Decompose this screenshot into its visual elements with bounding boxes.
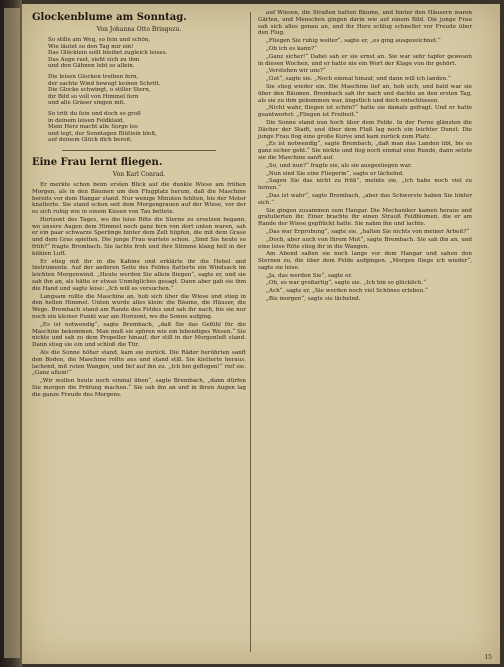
continuation-paragraph: auf Wiesen, die Straßen hatten Bäume, und hinter den Häusern waren Gärten, und Menschen gingen darin wie auf einem Bild. Die junge Frau sah sich alles genau an, und ihr Herz schlug schneller vor Freude über den Flug.: [258, 10, 472, 37]
continuation-paragraph: „Das ist wahr“, sagte Brembach, „aber das Schwerste haben Sie hinter sich.“: [258, 192, 472, 206]
poem-author: Von Johanna Otto Bringezu.: [96, 26, 182, 33]
poem-line: Das Glöcklein sollt bleibet zugleich leises.: [48, 50, 168, 57]
story-title: Eine Frau lernt fliegen.: [32, 156, 163, 168]
poem-line: So stille am Weg, so fein und schön,: [48, 37, 151, 43]
poem-line: Wie läutet so den Tag mir ein!: [48, 43, 134, 50]
page-number: 15: [484, 654, 492, 661]
story-paragraph: Er merkte schon beim ersten Blick auf die dunkle Wiese am frühen Morgen, als in den Bäumen um den Flugplatz herum, daß die Maschine bereits vor dem Hangar stand. Nur wenige Minuten fehlten, bis der Motor knatterte. Sie stand schon seit dem Morgengrauen auf der Wiese, vor der es sich ruhig wie in einem Kissen von Tau bettete.: [32, 181, 246, 216]
right-column: [258, 10, 472, 304]
poem-line: Die leisen Glocken treiben fern,: [48, 73, 139, 80]
story-paragraph: Er stieg mit ihr in die Kabine und erklärte ihr die Hebel und Instrumente. Auf der anderen Seite des Feldes flatterte ein Windsack im leichten Morgenwind. „Heute werden Sie allein fliegen“, sagte er, und sie sah ihn an, als hätte er etwas Unmögliches gesagt. Dann aber gab sie ihm die Hand und sagte leise: „Ich will es versuchen.“: [32, 258, 246, 292]
continuation-paragraph: „Nun sind Sie eine Fliegerin“, sagte er lächelnd.: [266, 170, 404, 177]
poem-line: und den Gähnen lebt so allein.: [48, 63, 135, 70]
story-paragraph: Als die Sonne höher stand, kam sie zurück. Die Räder berührten sanft den Boden, die Maschine rollte aus und stand still. Sie kletterte heraus, lachend, mit roten Wangen, und lief auf ihn zu. „Ich bin geflogen!“ rief sie. „Ganz allein!“: [32, 350, 246, 377]
continuation-paragraph: „Ach“, sagte er, „Sie werden noch viel Schönes erleben.“: [266, 288, 428, 295]
continuation-paragraph: „Sagen Sie das nicht zu früh“, meinte sie, „ich habe noch viel zu lernen.“: [258, 178, 472, 192]
poem-line: Das Auge rast, sieht sich zu ihm: [48, 56, 140, 63]
column-rule: [250, 12, 251, 652]
poem-line: Mein Herz macht alle Sorge los: [48, 124, 138, 131]
poem-line: und alle Gräser singen mit.: [48, 100, 126, 107]
continuation-paragraph: „Nicht wahr, fliegen ist schön?“ hatte sie damals gefragt. Und er hatte geantwortet: „Fliegen ist Freiheit.“: [258, 105, 472, 119]
continuation-paragraph: Sie gingen zusammen zum Hangar. Die Mechaniker kamen heraus und gratulierten ihr. Einer brachte ihr einen Strauß Feldblumen, die er am Rande der Wiese gepflückt hatte. Sie nahm ihn und lachte.: [258, 207, 472, 228]
poem-title: Glockenblume am Sonntag.: [32, 12, 187, 23]
story-continuation: [258, 10, 472, 303]
poem-line: der sachte Wind bewegt keinen Schritt.: [48, 80, 161, 87]
poem-line: in deinem leisen Feldklaid,: [48, 117, 125, 124]
continuation-paragraph: Am Abend saßen sie noch lange vor dem Hangar und sahen den Sternen zu, die über dem Felde aufgingen. „Morgen fliege ich wieder“, sagte sie leise.: [258, 251, 472, 271]
continuation-paragraph: „Das war Erprobung“, sagte sie, „halten Sie nichts von meiner Arbeit?“: [266, 228, 470, 235]
binding-gutter: [0, 0, 22, 667]
poem-line: und legt, der Sonntagen Blütlein bloß,: [48, 130, 157, 137]
poem-line: Die Glocke schwingt, o stiller Stern,: [48, 87, 151, 94]
poem-body: [32, 37, 246, 144]
continuation-paragraph: „Fliegen Sie ruhig weiter“, sagte er, „es ging ausgezeichnet.“: [266, 38, 441, 45]
continuation-paragraph: „Bis morgen“, sagte sie lächelnd.: [266, 296, 361, 303]
story-paragraph: „Es ist notwendig“, sagte Brembach, „daß Sie das Gefühl für die Maschine bekommen. Man muß sie spüren wie ein lebendiges Wesen.“ Sie nickte und sah zu dem Propeller hinauf, der still in der Morgenluft stand. Dann stieg sie ein und schloß die Tür.: [32, 321, 246, 349]
story-paragraph: „Wir wollen heute noch einmal üben“, sagte Brembach, „dann dürfen Sie morgen die Prüfung machen.“ Sie sah ihn an und in ihren Augen lag die ganze Freude des Morgens.: [32, 378, 246, 398]
continuation-paragraph: „So, und nun?“ fragte sie, als sie ausgestiegen war.: [266, 162, 412, 169]
story-body: [32, 182, 246, 399]
poem-line: So tritt du fein und doch so groß: [48, 110, 141, 117]
poem-line: ihr Bild so voll von Himmel fern: [48, 93, 139, 100]
continuation-paragraph: Die Sonne stand nun hoch über dem Felde. In der Ferne glänzten die Dächer der Stadt, und über dem Fluß lag noch ein leichter Dunst. Die junge Frau flog eine große Kurve und kam zurück zum Platz.: [258, 119, 472, 140]
continuation-paragraph: „Gut“, sagte sie. „Noch einmal hinauf, und dann will ich landen.“: [266, 76, 451, 83]
continuation-paragraph: „Ja, das werden Sie“, sagte er.: [266, 272, 353, 279]
story-paragraph: Horizont des Tages, wo die leise Röte die Sterne zu ersetzen begann, wo unsere Augen dem Himmel noch ganz fern von dort unten waren, sah er ein paar schwarze Sperlinge hinter dem Zelt hüpfen, die mit dem Grase und dem Gras spielten. Die junge Frau wartete schon. „Sind Sie heute so früh?“ fragte Brembach. Sie lachte froh und ihre Stimme klang hell in der kühlen Luft.: [32, 216, 246, 257]
adjacent-page-edge: [4, 8, 20, 658]
story-author: Von Karl Conrad.: [112, 170, 166, 178]
continuation-paragraph: „Doch, aber auch von Ihrem Mut“, sagte Brembach. Sie sah ihn an, und eine leise Röte stieg ihr in die Wangen.: [258, 236, 472, 250]
poem-line: auf deinem Glück dich bereit.: [48, 137, 133, 144]
continuation-paragraph: „Es ist notwendig“, sagte Brembach, „daß man das Landen übt, bis es ganz sicher geht.“ Sie nickte und flog noch einmal eine Runde, dann setzte sie die Maschine sanft auf.: [258, 141, 472, 161]
continuation-paragraph: „Ob ich es kann?“: [266, 45, 317, 52]
continuation-paragraph: Sie stieg wieder ein. Die Maschine lief an, hob sich, und bald war sie über den Bäumen. Brembach sah ihr nach und dachte an den ersten Tag, als sie zu ihm gekommen war, ängstlich und doch entschlossen.: [258, 83, 472, 104]
story-paragraph: Langsam rollte die Maschine an, hob sich über die Wiese und stieg in den hellen Himmel. Unten wurde alles klein: die Bäume, die Häuser, die Wege. Brembach stand am Rande des Feldes und sah ihr nach, bis sie nur noch ein kleiner Punkt war am Horizont, wo die Sonne aufging.: [32, 293, 246, 321]
section-divider: [62, 150, 216, 151]
continuation-paragraph: „Oh, es war großartig“, sagte sie. „Ich bin so glücklich.“: [266, 280, 427, 287]
continuation-paragraph: „Verstehen wir uns?“: [266, 68, 326, 75]
continuation-paragraph: „Ganz sicher!“ Dabei sah er sie ernst an. Sie war sehr tapfer gewesen in diesen Wochen, und er hatte nie ein Wort der Klage von ihr gehört.: [258, 53, 472, 67]
left-column: [32, 10, 246, 400]
